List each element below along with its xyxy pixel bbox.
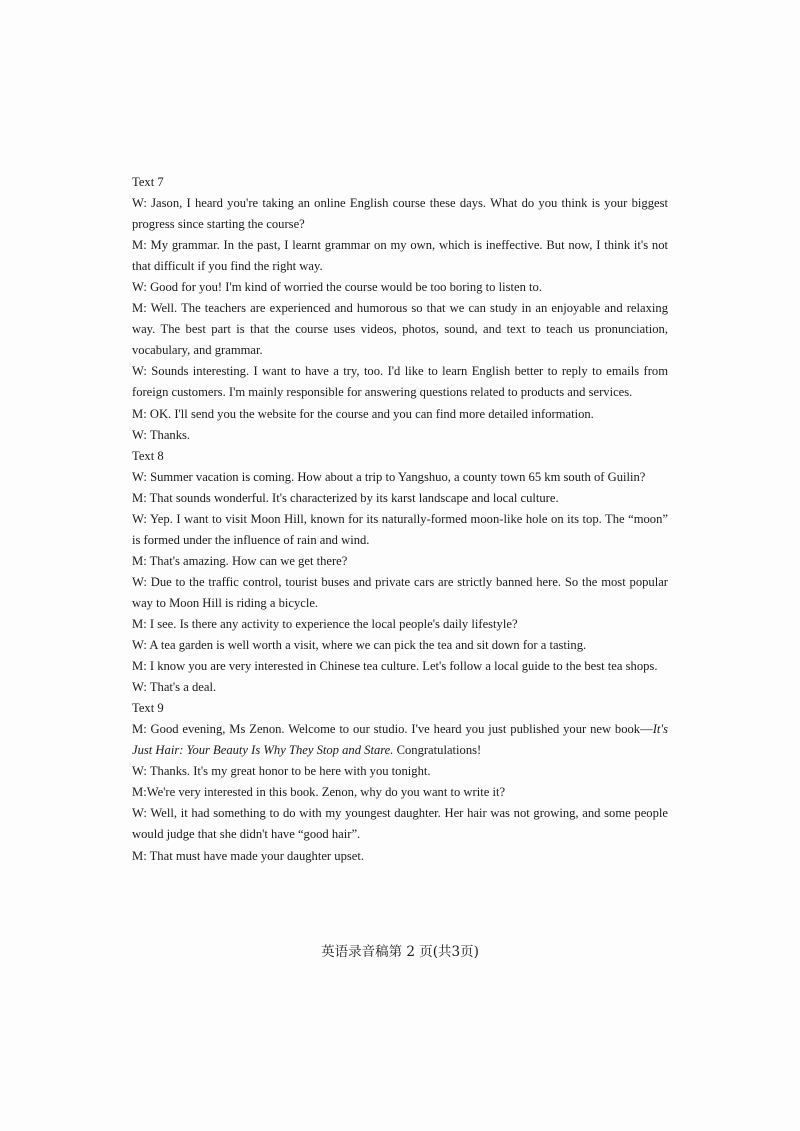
dialogue-line: M: OK. I'll send you the website for the course and you can find more detailed information.	[132, 406, 594, 421]
dialogue-line: M: My grammar. In the past, I learnt grammar on my own, which is ineffective. But now, I think it's not that difficult if you find the right way.	[132, 238, 668, 274]
page-footer: 英语录音稿第 2 页(共3页)	[321, 944, 479, 960]
dialogue-line-intro	[132, 719, 668, 761]
dialogue-line: M: I know you are very interested in Chinese tea culture. Let's follow a local guide to the best tea shops.	[132, 659, 658, 674]
dialogue-line: M: That sounds wonderful. It's characterized by its karst landscape and local culture.	[132, 490, 559, 505]
transcript-body	[132, 172, 668, 867]
section-heading-text-9: Text 9	[132, 701, 164, 716]
dialogue-line: W: Due to the traffic control, tourist buses and private cars are strictly banned here. So the most popular way to Moon Hill is riding a bicycle.	[132, 574, 668, 610]
dialogue-line: W: A tea garden is well worth a visit, where we can pick the tea and sit down for a tasting.	[132, 638, 587, 653]
book-title: It's Just Hair: Your Beauty Is Why They Stop and Stare.	[132, 722, 668, 758]
dialogue-line: W: Jason, I heard you're taking an online English course these days. What do you think is your biggest progress since starting the course?	[132, 196, 668, 232]
intro-after: Congratulations!	[393, 743, 482, 758]
dialogue-line: M: Well. The teachers are experienced and humorous so that we can study in an enjoyable and relaxing way. The best part is that the course uses videos, photos, sound, and text to teach us pronunciation, vocabulary, and grammar.	[132, 301, 668, 358]
dialogue-line: W: Good for you! I'm kind of worried the course would be too boring to listen to.	[132, 280, 542, 295]
dialogue-line: W: Well, it had something to do with my youngest daughter. Her hair was not growing, and some people would judge that she didn't have “good hair”.	[132, 806, 668, 842]
dialogue-line: W: Yep. I want to visit Moon Hill, known for its naturally-formed moon-like hole on its top. The “moon” is formed under the influence of rain and wind.	[132, 511, 668, 547]
section-heading-text-7: Text 7	[132, 175, 164, 189]
dialogue-line: W: Thanks.	[132, 427, 191, 442]
dialogue-line: W: That's a deal.	[132, 680, 217, 695]
dialogue-line: M: I see. Is there any activity to experience the local people's daily lifestyle?	[132, 616, 518, 631]
dialogue-line: W: Summer vacation is coming. How about a trip to Yangshuo, a county town 65 km south of Guilin?	[132, 469, 646, 484]
dialogue-line: M: That must have made your daughter upset.	[132, 848, 365, 863]
intro-before: M: Good evening, Ms Zenon. Welcome to our studio. I've heard you just published your new book—	[132, 722, 653, 737]
section-heading-text-8: Text 8	[132, 448, 164, 463]
dialogue-line: M: That's amazing. How can we get there?	[132, 553, 348, 568]
dialogue-line: W: Sounds interesting. I want to have a try, too. I'd like to learn English better to reply to emails from foreign customers. I'm mainly responsible for answering questions related to products and services.	[132, 364, 668, 400]
dialogue-line: M:We're very interested in this book. Zenon, why do you want to write it?	[132, 785, 506, 800]
dialogue-line: W: Thanks. It's my great honor to be here with you tonight.	[132, 764, 431, 779]
